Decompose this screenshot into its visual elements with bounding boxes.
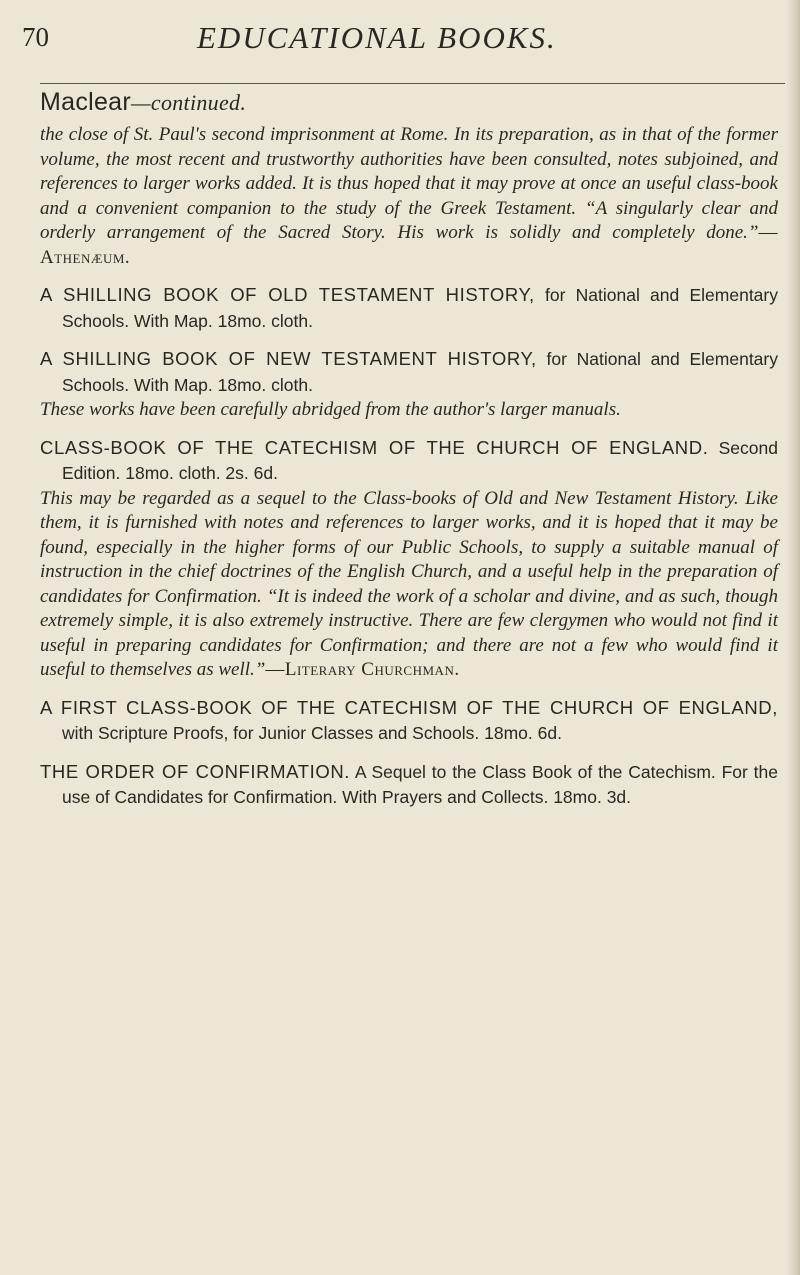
entry-title: A SHILLING BOOK OF OLD TESTAMENT HISTORY, (40, 284, 535, 305)
entry-details: Second Edition. 18mo. cloth. 2s. 6d. (62, 437, 778, 483)
book-entry-catechism (40, 436, 778, 487)
intro-text: the close of St. Paul's second imprisonment at Rome. In its preparation, as in that of the former volume, the most recent and trustworthy authorities have been consulted, notes subjoined, and references to larger works added. It is thus hoped that it may prove at once an useful class-book and a convenient companion to the study of the Greek Testament. “A singularly clear and orderly arrangement of the Sacred Story. His work is solidly and completely done.” (40, 124, 778, 243)
entry-title: CLASS-BOOK OF THE CATECHISM OF THE CHURCH OF ENGLAND. (40, 436, 709, 458)
page-edge (786, 0, 800, 1275)
intro-paragraph (40, 123, 778, 270)
author-heading (40, 84, 778, 117)
entry-title: A FIRST CLASS-BOOK OF THE CATECHISM OF THE CHURCH OF ENGLAND, (40, 696, 778, 718)
intro-source: —Athenæum. (40, 222, 778, 268)
running-head (22, 22, 782, 62)
running-title: EDUCATIONAL BOOKS. (197, 20, 557, 55)
book-entry-first-catechism (40, 696, 778, 747)
catechism-note-source: —Literary Churchman. (265, 659, 460, 680)
entry-details: for National and Elementary Schools. With Map. 18mo. cloth. (62, 349, 778, 395)
entry-title: THE ORDER OF CONFIRMATION. (40, 760, 351, 782)
page-number: 70 (22, 22, 49, 52)
page-body (40, 84, 778, 811)
book-entry-confirmation (40, 760, 778, 811)
testament-history-note: These works have been carefully abridged from the author's larger manuals. (40, 399, 621, 420)
catechism-note-text: This may be regarded as a sequel to the Class-books of Old and New Testament History. Like them, it is furnished with notes and references to larger works, and it is hoped that it may be found, especially in the higher forms of our Public Schools, to supply a suitable manual of instruction in the chief doctrines of the English Church, and a useful help in the preparation of candidates for Confirmation. “It is indeed the work of a scholar and divine, and as such, though extremely simple, it is also extremely instructive. There are few clergymen who would not find it useful in preparing candidates for Confirmation; and there are not a few who would find it useful to themselves as well.” (40, 487, 778, 680)
entry-details: with Scripture Proofs, for Junior Classes and Schools. 18mo. 6d. (62, 723, 562, 743)
continued-label: —continued. (131, 90, 247, 115)
entry-title: A SHILLING BOOK OF NEW TESTAMENT HISTORY, (40, 348, 537, 369)
entry-details: for National and Elementary Schools. With Map. 18mo. cloth. (62, 285, 778, 331)
catechism-note (40, 487, 778, 683)
book-entry-nt-history (40, 347, 778, 398)
book-entry-ot-history (40, 283, 778, 334)
entry-details: A Sequel to the Class Book of the Catechism. For the use of Candidates for Confirmation. With Prayers and Collects. 18mo. 3d. (62, 761, 778, 807)
author-name: Maclear (40, 88, 132, 116)
